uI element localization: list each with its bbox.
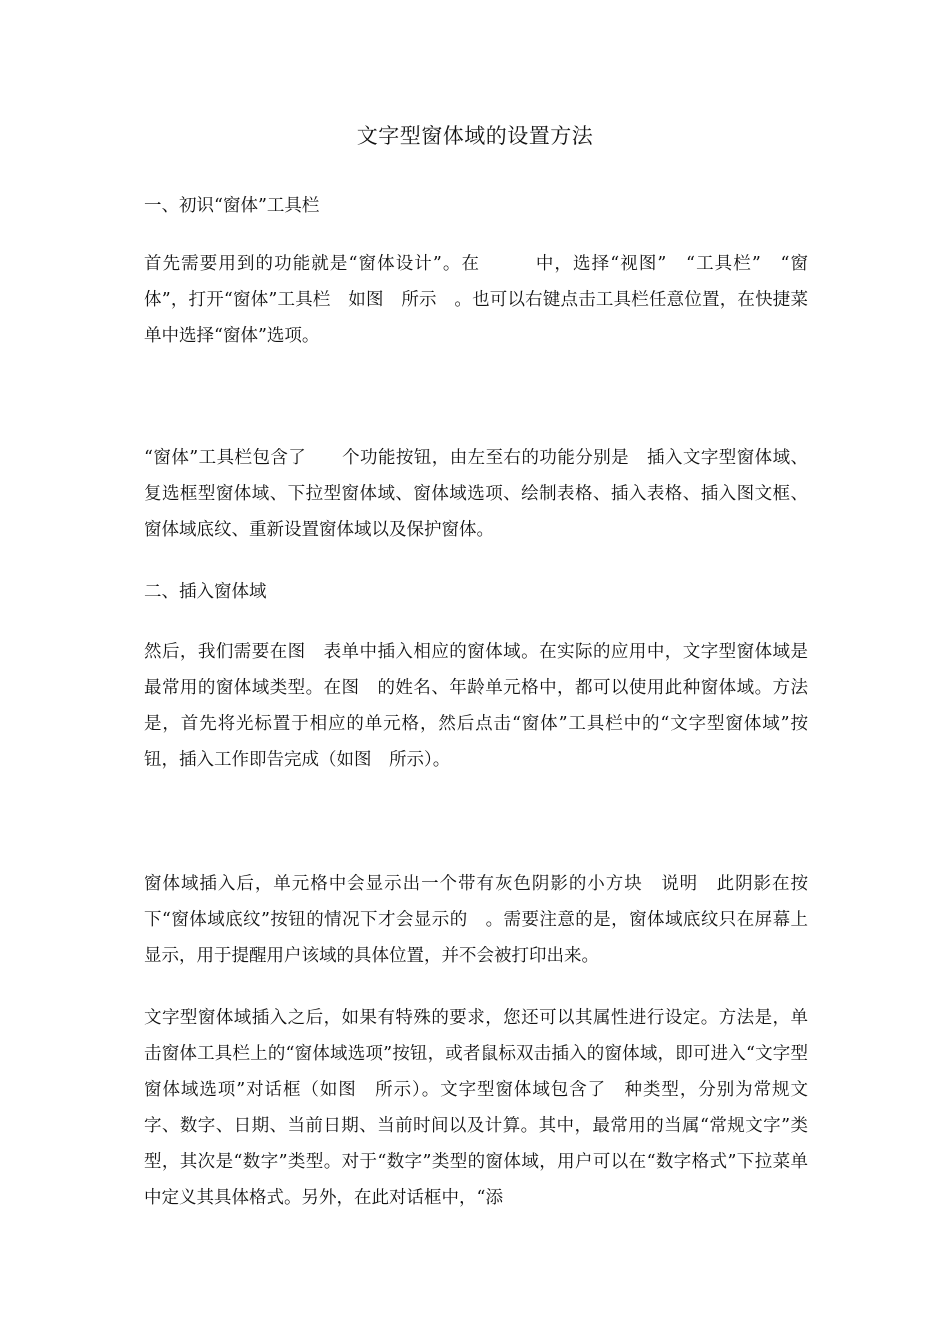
paragraph-4: 窗体域插入后，单元格中会显示出一个带有灰色阴影的小方块 说明 此阴影在按下“窗体域底纹”按钮的情况下才会显示的 。需要注意的是，窗体域底纹只在屏幕上显示，用于提醒用户该域的具体位置，并不会被打印出来。 [144,874,808,966]
section-heading-1: 一、初识“窗体”工具栏 [144,196,320,216]
paragraph-3: 然后，我们需要在图 表单中插入相应的窗体域。在实际的应用中，文字型窗体域是最常用的窗体域类型。在图 的姓名、年龄单元格中，都可以使用此种窗体域。方法是，首先将光标置于相应的单元格，然后点击“窗体”工具栏中的“文字型窗体域”按钮，插入工作即告完成（如图 所示）。 [144,642,808,770]
paragraph-5: 文字型窗体域插入之后，如果有特殊的要求，您还可以其属性进行设定。方法是，单击窗体工具栏上的“窗体域选项”按钮，或者鼠标双击插入的窗体域，即可进入“文字型窗体域选项”对话框（如图 所示）。文字型窗体域包含了 种类型，分别为常规文字、数字、日期、当前日期、当前时间以及计算。其中，最常用的当属“常规文字”类型，其次是“数字”类型。对于“数字”类型的窗体域，用户可以在“数字格式”下拉菜单中定义其具体格式。另外，在此对话框中，“添 [144,1008,808,1208]
section-heading-2: 二、插入窗体域 [144,582,267,602]
paragraph-2: “窗体”工具栏包含了 个功能按钮，由左至右的功能分别是 插入文字型窗体域、复选框型窗体域、下拉型窗体域、窗体域选项、绘制表格、插入表格、插入图文框、窗体域底纹、重新设置窗体域以及保护窗体。 [144,448,808,540]
document-title: 文字型窗体域的设置方法 [356,124,594,148]
paragraph-1: 首先需要用到的功能就是“窗体设计”。在 中，选择“视图” “工具栏” “窗体”，打开“窗体”工具栏 如图 所示 。也可以右键点击工具栏任意位置，在快捷菜单中选择“窗体”选项。 [144,254,808,346]
